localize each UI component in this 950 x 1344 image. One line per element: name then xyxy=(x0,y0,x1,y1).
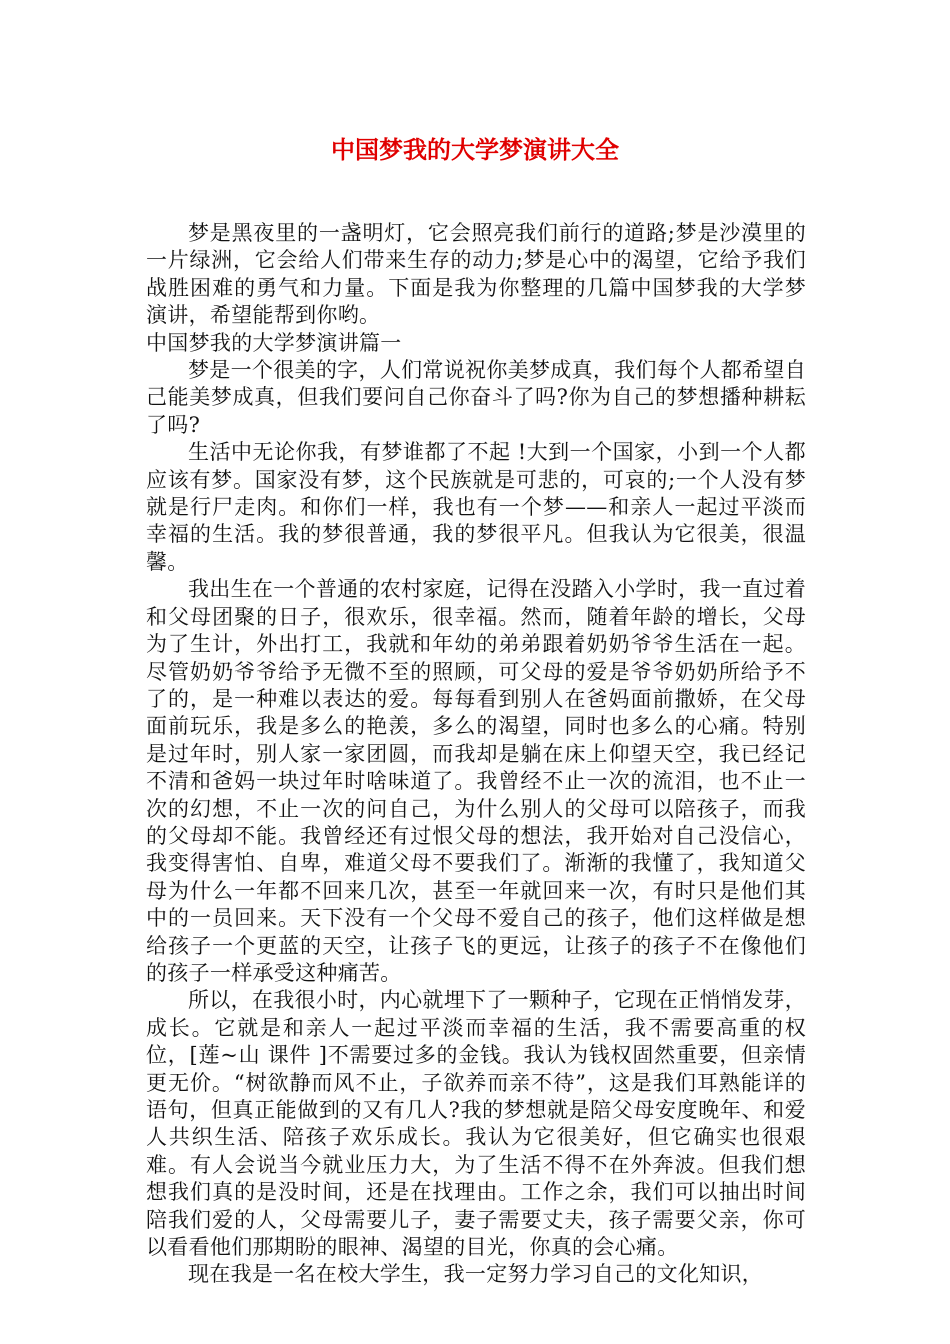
document-title: 中国梦我的大学梦演讲大全 xyxy=(331,136,619,164)
document-body xyxy=(146,220,806,1289)
section-heading: 中国梦我的大学梦演讲篇一 xyxy=(146,330,402,355)
paragraph-1: 梦是一个很美的字，人们常说祝你美梦成真，我们每个人都希望自己能美梦成真，但我们要问自己你奋斗了吗?你为自己的梦想播种耕耘了吗? xyxy=(146,358,806,437)
paragraph-5: 现在我是一名在校大学生，我一定努力学习自己的文化知识， xyxy=(188,1262,764,1287)
paragraph-3: 我出生在一个普通的农村家庭，记得在没踏入小学时，我一直过着和父母团聚的日子，很欢乐，很幸福。然而，随着年龄的增长，父母为了生计，外出打工，我就和年幼的弟弟跟着奶奶爷爷生活在一起。尽管奶奶爷爷给予无微不至的照顾，可父母的爱是爷爷奶奶所给予不了的，是一种难以表达的爱。每每看到别人在爸妈面前撒娇，在父母面前玩乐，我是多么的艳羡，多么的渴望，同时也多么的心痛。特别是过年时，别人家一家团圆，而我却是躺在床上仰望天空，我已经记不清和爸妈一块过年时啥味道了。我曾经不止一次的流泪，也不止一次的幻想，不止一次的问自己，为什么别人的父母可以陪孩子，而我的父母却不能。我曾经还有过恨父母的想法，我开始对自己没信心，我变得害怕、自卑，难道父母不要我们了。渐渐的我懂了，我知道父母为什么一年都不回来几次，甚至一年就回来一次，有时只是他们其中的一员回来。天下没有一个父母不爱自己的孩子，他们这样做是想给孩子一个更蓝的天空，让孩子飞的更远，让孩子的孩子不在像他们的孩子一样承受这种痛苦。 xyxy=(146,577,806,985)
paragraph-4: 所以，在我很小时，内心就埋下了一颗种子，它现在正悄悄发芽，成长。它就是和亲人一起过平淡而幸福的生活，我不需要高重的权位，[莲~山 课件 ]不需要过多的金钱。我认为钱权固然重要，但亲情更无价。“树欲静而风不止，子欲养而亲不待”，这是我们耳熟能详的语句，但真正能做到的又有几人?我的梦想就是陪父母安度晚年、和爱人共织生活、陪孩子欢乐成长。我认为它很美好，但它确实也很艰难。有人会说当今就业压力大，为了生活不得不在外奔波。但我们想想我们真的是没时间，还是在找理由。工作之余，我们可以抽出时间陪我们爱的人，父母需要儿子，妻子需要丈夫，孩子需要父亲，你可以看看他们那期盼的眼神、渴望的目光，你真的会心痛。 xyxy=(146,988,806,1260)
paragraph-intro: 梦是黑夜里的一盏明灯，它会照亮我们前行的道路;梦是沙漠里的一片绿洲，它会给人们带来生存的动力;梦是心中的渴望，它给予我们战胜困难的勇气和力量。下面是我为你整理的几篇中国梦我的大学梦演讲，希望能帮到你哟。 xyxy=(146,221,806,328)
paragraph-2: 生活中无论你我，有梦谁都了不起 !大到一个国家，小到一个人都应该有梦。国家没有梦，这个民族就是可悲的，可哀的;一个人没有梦就是行尸走肉。和你们一样，我也有一个梦——和亲人一起过平淡而幸福的生活。我的梦很普通，我的梦很平凡。但我认为它很美，很温馨。 xyxy=(146,440,806,574)
